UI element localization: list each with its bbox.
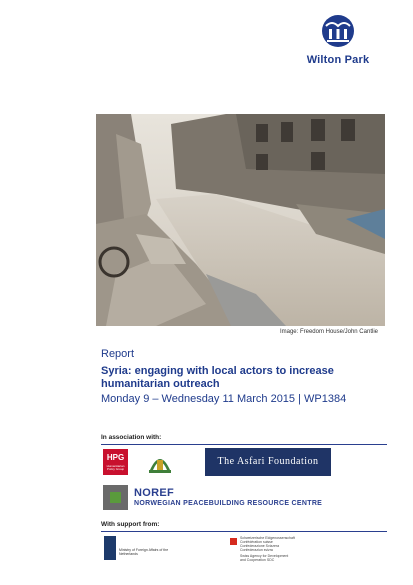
report-title: Syria: engaging with local actors to increase humanitarian outreach xyxy=(101,365,334,390)
netherlands-ministry-name: Ministry of Foreign Affairs of the Netherlands xyxy=(119,548,169,556)
noref-name: NOREF xyxy=(134,487,174,499)
swiss-confederation-text: Schweizerische Eidgenossenschaft Confédération suisse Confederazione Svizzera Confederaziun svizra xyxy=(240,536,295,552)
cover-photo xyxy=(96,114,385,326)
hpg-logo-text: HPG xyxy=(106,453,125,462)
hpg-logo-subtext: Humanitarian Policy Group xyxy=(106,464,125,471)
report-label: Report xyxy=(101,348,135,360)
netherlands-ministry-logo-icon xyxy=(104,536,116,560)
swiss-agency-name: Swiss Agency for Development and Cooperation SDC xyxy=(240,554,289,562)
wilton-park-emblem-icon xyxy=(318,14,358,52)
noref-subtitle: NORWEGIAN PEACEBUILDING RESOURCE CENTRE xyxy=(134,500,323,507)
association-label: In association with: xyxy=(101,434,162,441)
logo-name: Wilton Park xyxy=(306,54,370,66)
wilton-park-logo xyxy=(302,14,374,74)
divider xyxy=(101,444,387,445)
divider xyxy=(101,531,387,532)
report-date: Monday 9 – Wednesday 11 March 2015 | WP1384 xyxy=(101,393,347,405)
arabic-organisation-emblem-icon xyxy=(146,450,174,476)
support-label: With support from: xyxy=(101,521,160,528)
photo-caption: Image: Freedom House/John Cantlie xyxy=(279,329,378,335)
hpg-logo xyxy=(103,449,128,475)
noref-logo-icon xyxy=(103,485,128,510)
swiss-flag-icon xyxy=(230,538,237,545)
asfari-foundation-logo: The Asfari Foundation xyxy=(205,448,331,476)
